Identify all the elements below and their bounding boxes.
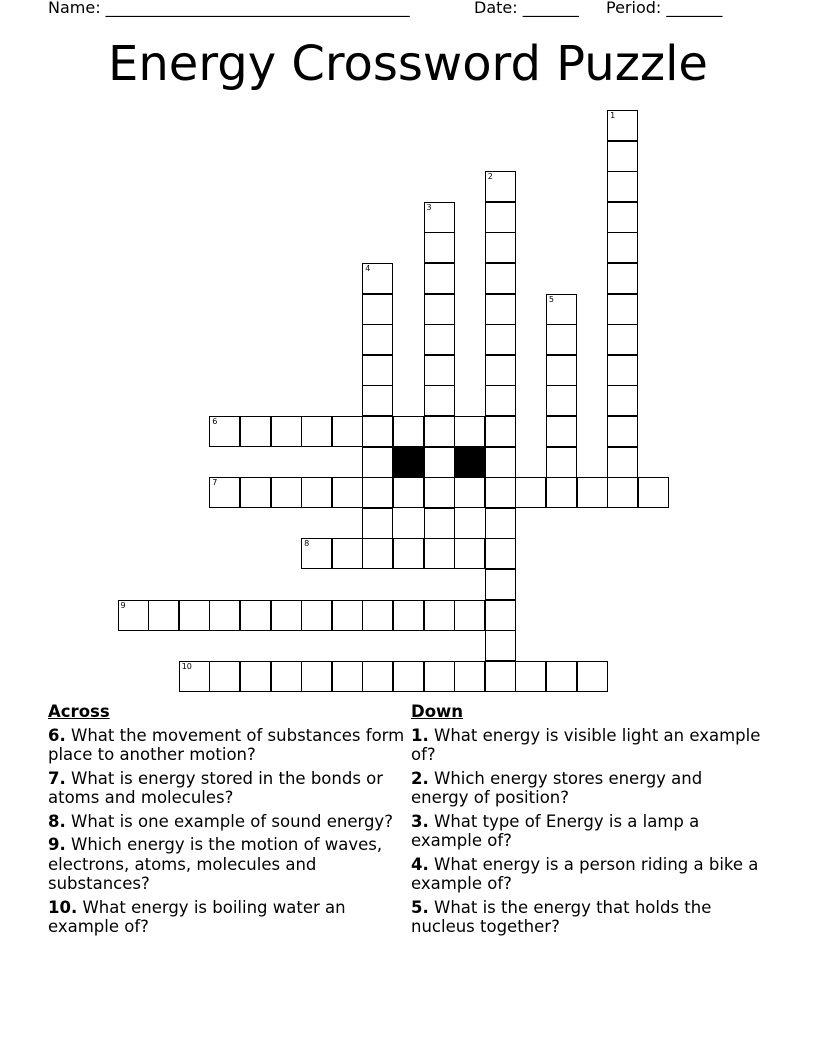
down-heading: Down bbox=[411, 702, 464, 721]
down-clues bbox=[411, 702, 761, 941]
grid-cell[interactable] bbox=[607, 202, 638, 233]
grid-cell[interactable] bbox=[485, 232, 516, 263]
grid-cell[interactable] bbox=[393, 416, 424, 447]
grid-cell[interactable] bbox=[424, 416, 455, 447]
grid-cell[interactable] bbox=[485, 630, 516, 661]
clue-across-10: 10. What energy is boiling water an example of? bbox=[48, 897, 346, 936]
grid-cell[interactable] bbox=[424, 447, 455, 478]
grid-cell[interactable] bbox=[607, 110, 638, 141]
grid-cell[interactable] bbox=[485, 661, 516, 692]
grid-cell[interactable] bbox=[424, 477, 455, 508]
clue-number: 1 bbox=[610, 111, 616, 120]
grid-cell[interactable] bbox=[485, 263, 516, 294]
grid-cell[interactable] bbox=[271, 416, 302, 447]
clue-across-6: 6. What the movement of substances form place to another motion? bbox=[48, 725, 405, 764]
grid-cell[interactable] bbox=[332, 538, 363, 569]
grid-cell[interactable] bbox=[148, 600, 179, 631]
grid-cell[interactable] bbox=[607, 416, 638, 447]
clue-number: 5 bbox=[548, 294, 554, 304]
grid-cell[interactable] bbox=[607, 477, 638, 508]
grid-cell[interactable] bbox=[424, 385, 455, 416]
grid-cell[interactable] bbox=[240, 477, 271, 508]
clue-number: 2 bbox=[487, 172, 493, 182]
blocked-cell bbox=[393, 447, 424, 478]
grid-cell[interactable] bbox=[240, 416, 271, 447]
grid-cell[interactable] bbox=[362, 447, 393, 478]
grid-cell[interactable] bbox=[638, 477, 669, 508]
grid-cell[interactable] bbox=[362, 324, 393, 355]
grid-cell[interactable] bbox=[607, 385, 638, 416]
clue-down-2: 2. Which energy stores energy and energy of position? bbox=[411, 768, 703, 807]
clue-across-9: 9. Which energy is the motion of waves, electrons, atoms, molecules and substances? bbox=[48, 835, 383, 893]
grid-cell[interactable] bbox=[485, 171, 516, 202]
grid-cell[interactable] bbox=[424, 355, 455, 386]
date-field[interactable]: Date: _______ bbox=[474, 0, 579, 17]
grid-cell[interactable] bbox=[332, 416, 363, 447]
grid-cell[interactable] bbox=[485, 538, 516, 569]
grid-cell[interactable] bbox=[332, 661, 363, 692]
clue-down-3: 3. What type of Energy is a lamp a example of? bbox=[411, 811, 700, 850]
grid-cell[interactable] bbox=[179, 661, 210, 692]
grid-cell[interactable] bbox=[485, 416, 516, 447]
grid-cell[interactable] bbox=[118, 600, 149, 631]
grid-cell[interactable] bbox=[271, 661, 302, 692]
grid-cell[interactable] bbox=[424, 538, 455, 569]
grid-cell[interactable] bbox=[240, 600, 271, 631]
grid-cell[interactable] bbox=[546, 661, 577, 692]
clue-number: 10 bbox=[181, 661, 192, 671]
across-clues bbox=[48, 702, 408, 941]
grid-cell[interactable] bbox=[271, 477, 302, 508]
grid-cell[interactable] bbox=[362, 263, 393, 294]
name-field[interactable]: Name: ______________________________________ bbox=[48, 0, 410, 17]
grid-cell[interactable] bbox=[546, 477, 577, 508]
page-title: Energy Crossword Puzzle bbox=[108, 36, 708, 92]
grid-cell[interactable] bbox=[454, 477, 485, 508]
grid-cell[interactable] bbox=[485, 447, 516, 478]
grid-cell[interactable] bbox=[607, 263, 638, 294]
clue-number: 3 bbox=[426, 202, 432, 212]
grid-cell[interactable] bbox=[454, 661, 485, 692]
grid-cell[interactable] bbox=[393, 538, 424, 569]
grid-cell[interactable] bbox=[362, 508, 393, 539]
grid-cell[interactable] bbox=[607, 447, 638, 478]
grid-cell[interactable] bbox=[607, 294, 638, 325]
grid-cell[interactable] bbox=[485, 569, 516, 600]
grid-cell[interactable] bbox=[393, 600, 424, 631]
grid-cell[interactable] bbox=[362, 600, 393, 631]
clue-number: 8 bbox=[304, 539, 310, 549]
grid-cell[interactable] bbox=[485, 508, 516, 539]
grid-cell[interactable] bbox=[546, 294, 577, 325]
grid-cell[interactable] bbox=[301, 477, 332, 508]
grid-cell[interactable] bbox=[485, 294, 516, 325]
grid-cell[interactable] bbox=[546, 385, 577, 416]
grid-cell[interactable] bbox=[515, 477, 546, 508]
grid-cell[interactable] bbox=[362, 385, 393, 416]
grid-cell[interactable] bbox=[485, 600, 516, 631]
grid-cell[interactable] bbox=[271, 600, 302, 631]
grid-cell[interactable] bbox=[424, 508, 455, 539]
grid-cell[interactable] bbox=[485, 355, 516, 386]
grid-cell[interactable] bbox=[179, 600, 210, 631]
grid-cell[interactable] bbox=[454, 416, 485, 447]
period-field[interactable]: Period: _______ bbox=[606, 0, 723, 17]
grid-cell[interactable] bbox=[209, 416, 240, 447]
grid-cell[interactable] bbox=[454, 538, 485, 569]
across-heading: Across bbox=[48, 702, 110, 721]
grid-cell[interactable] bbox=[546, 324, 577, 355]
grid-cell[interactable] bbox=[362, 661, 393, 692]
grid-cell[interactable] bbox=[362, 538, 393, 569]
grid-cell[interactable] bbox=[424, 294, 455, 325]
grid-cell[interactable] bbox=[577, 477, 608, 508]
clue-across-8: 8. What is one example of sound energy? bbox=[48, 811, 393, 831]
grid-cell[interactable] bbox=[362, 416, 393, 447]
grid-cell[interactable] bbox=[424, 600, 455, 631]
grid-cell[interactable] bbox=[393, 661, 424, 692]
clue-number: 9 bbox=[120, 600, 126, 610]
grid-cell[interactable] bbox=[607, 171, 638, 202]
grid-cell[interactable] bbox=[607, 324, 638, 355]
grid-cell[interactable] bbox=[546, 355, 577, 386]
grid-cell[interactable] bbox=[209, 661, 240, 692]
grid-cell[interactable] bbox=[362, 355, 393, 386]
grid-cell[interactable] bbox=[332, 600, 363, 631]
grid-cell[interactable] bbox=[301, 538, 332, 569]
grid-cell[interactable] bbox=[607, 355, 638, 386]
grid-cell[interactable] bbox=[515, 661, 546, 692]
grid-cell[interactable] bbox=[362, 294, 393, 325]
grid-cell[interactable] bbox=[546, 416, 577, 447]
grid-cell[interactable] bbox=[485, 202, 516, 233]
grid-cell[interactable] bbox=[424, 202, 455, 233]
grid-cell[interactable] bbox=[454, 600, 485, 631]
clue-across-7: 7. What is energy stored in the bonds or atoms and molecules? bbox=[48, 768, 384, 807]
grid-cell[interactable] bbox=[424, 263, 455, 294]
grid-cell[interactable] bbox=[607, 232, 638, 263]
clue-down-5: 5. What is the energy that holds the nucleus together? bbox=[411, 897, 712, 936]
grid-cell[interactable] bbox=[209, 477, 240, 508]
clue-down-1: 1. What energy is visible light an example of? bbox=[411, 725, 761, 764]
clue-number: 4 bbox=[365, 264, 371, 273]
grid-cell[interactable] bbox=[332, 477, 363, 508]
clue-number: 6 bbox=[212, 417, 218, 426]
grid-cell[interactable] bbox=[393, 477, 424, 508]
grid-cell[interactable] bbox=[485, 324, 516, 355]
blocked-cell bbox=[454, 447, 485, 478]
grid-cell[interactable] bbox=[240, 661, 271, 692]
grid-cell[interactable] bbox=[301, 661, 332, 692]
grid-cell[interactable] bbox=[485, 385, 516, 416]
grid-cell[interactable] bbox=[607, 141, 638, 172]
grid-cell[interactable] bbox=[424, 661, 455, 692]
grid-cell[interactable] bbox=[546, 447, 577, 478]
grid-cell[interactable] bbox=[577, 661, 608, 692]
grid-cell[interactable] bbox=[301, 416, 332, 447]
grid-cell[interactable] bbox=[209, 600, 240, 631]
clue-down-4: 4. What energy is a person riding a bike a example of? bbox=[411, 854, 759, 893]
clue-number: 7 bbox=[212, 478, 218, 488]
grid-cell[interactable] bbox=[485, 477, 516, 508]
grid-cell[interactable] bbox=[362, 477, 393, 508]
grid-cell[interactable] bbox=[424, 232, 455, 263]
grid-cell[interactable] bbox=[301, 600, 332, 631]
grid-cell[interactable] bbox=[424, 324, 455, 355]
